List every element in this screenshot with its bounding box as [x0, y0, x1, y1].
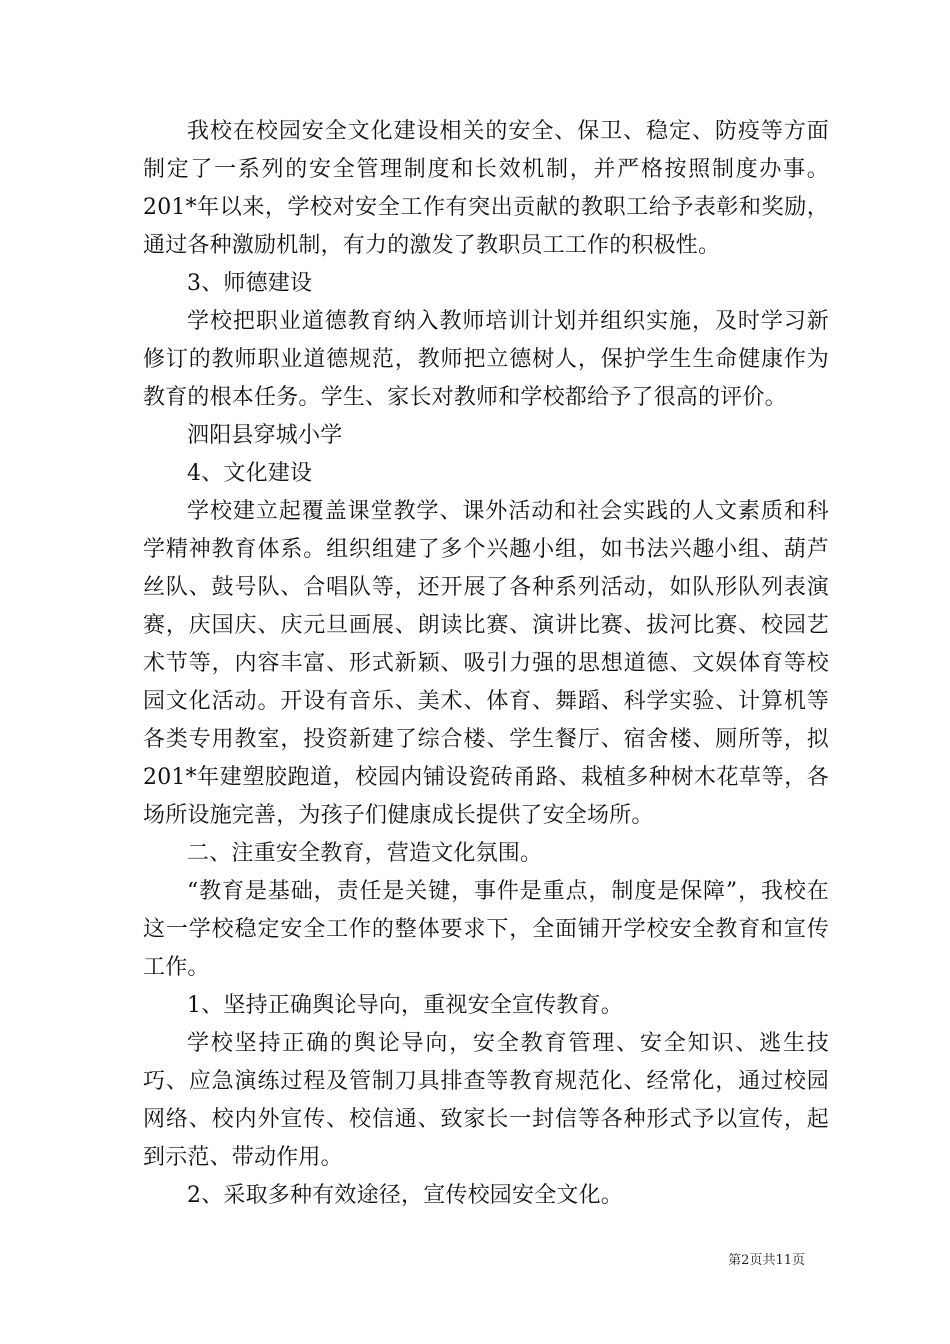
school-name: 泗阳县穿城小学	[187, 423, 343, 448]
heading-safety-education: 二、注重安全教育，营造文化氛围。	[187, 841, 543, 866]
paragraph-culture-building: 学校建立起覆盖课堂教学、课外活动和社会实践的人文素质和科学精神教育体系。组织组建了多个兴趣小组，如书法兴趣小组、葫芦丝队、鼓号队、合唱队等，还开展了各种系列活动，如队形队列表演赛，庆国庆、庆元旦画展、朗读比赛、演讲比赛、拔河比赛、校园艺术节等，内容丰富、形式新颖、吸引力强的思想道德、文娱体育等校园文化活动。开设有音乐、美术、体育、舞蹈、科学实验、计算机等各类专用教室，投资新建了综合楼、学生餐厅、宿舍楼、厕所等，拟201*年建塑胶跑道，校园内铺设瓷砖甬路、栽植多种树木花草等，各场所设施完善，为孩子们健康成长提供了安全场所。	[143, 499, 829, 828]
heading-culture-building: 4、文化建设	[187, 461, 313, 486]
heading-teacher-ethics: 3、师德建设	[187, 271, 313, 296]
paragraph-public-opinion: 学校坚持正确的舆论导向，安全教育管理、安全知识、逃生技巧、应急演练过程及管制刀具排查等教育规范化、经常化，通过校园网络、校内外宣传、校信通、致家长一封信等各种形式予以宣传，起到示范、带动作用。	[143, 1031, 829, 1170]
document-body	[143, 113, 829, 1215]
heading-public-opinion: 1、坚持正确舆论导向，重视安全宣传教育。	[187, 993, 623, 1018]
paragraph-safety-system: 我校在校园安全文化建设相关的安全、保卫、稳定、防疫等方面制定了一系列的安全管理制度和长效机制，并严格按照制度办事。201*年以来，学校对安全工作有突出贡献的教职工给予表彰和奖励，通过各种激励机制，有力的激发了教职员工工作的积极性。	[143, 119, 829, 258]
paragraph-teacher-ethics: 学校把职业道德教育纳入教师培训计划并组织实施，及时学习新修订的教师职业道德规范，教师把立德树人，保护学生生命健康作为教育的根本任务。学生、家长对教师和学校都给予了很高的评价。	[143, 309, 829, 410]
heading-effective-channels: 2、采取多种有效途径，宣传校园安全文化。	[187, 1183, 623, 1208]
paragraph-safety-requirements: “教育是基础，责任是关键，事件是重点，制度是保障”，我校在这一学校稳定安全工作的整体要求下，全面铺开学校安全教育和宣传工作。	[143, 879, 829, 980]
page-number: 第2页共11页	[728, 1253, 805, 1268]
